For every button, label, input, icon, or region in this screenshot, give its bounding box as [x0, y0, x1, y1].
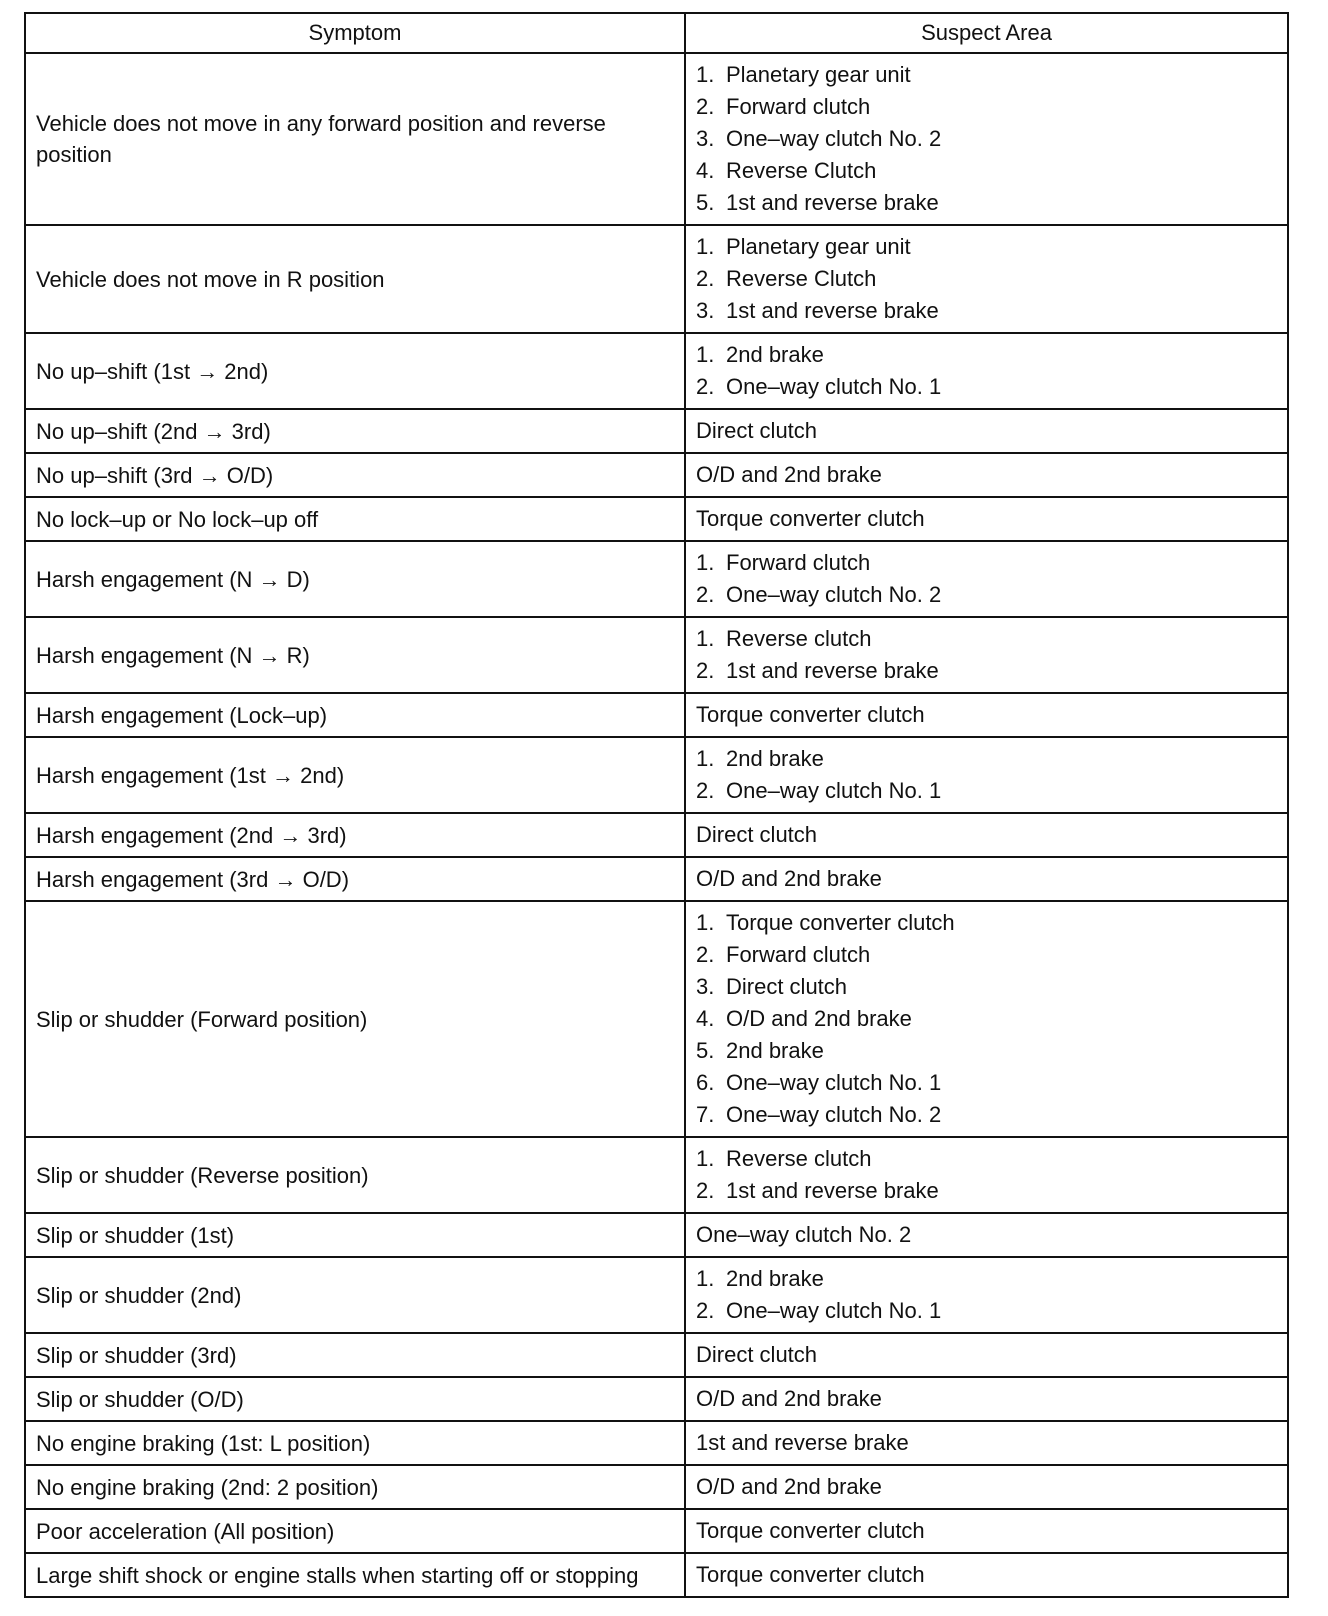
table-row: [25, 1421, 1288, 1465]
symptom-cell: [25, 225, 685, 333]
suspect-item-text: Torque converter clutch: [696, 506, 925, 531]
suspect-item-text: Planetary gear unit: [726, 234, 911, 259]
suspect-item-text: One–way clutch No. 2: [726, 1102, 942, 1127]
symptom-text: Vehicle does not move in R position: [36, 266, 385, 292]
suspect-area-header: Suspect Area: [685, 13, 1288, 53]
table-row: [25, 541, 1288, 617]
symptom-text: No engine braking (1st: L position): [36, 1430, 371, 1456]
suspect-item-text: Forward clutch: [726, 550, 871, 575]
symptom-cell: [25, 737, 685, 813]
table-row: [25, 1257, 1288, 1333]
suspect-item-text: Torque converter clutch: [696, 1518, 925, 1543]
suspect-area-cell: [685, 1377, 1288, 1421]
suspect-area-cell: [685, 1421, 1288, 1465]
symptom-cell: [25, 53, 685, 225]
symptom-cell: [25, 453, 685, 497]
suspect-item-text: One–way clutch No. 2: [726, 126, 942, 151]
symptom-text: No engine braking (2nd: 2 position): [36, 1474, 379, 1500]
suspect-list: [696, 231, 1277, 327]
suspect-item-text: One–way clutch No. 1: [726, 1298, 942, 1323]
suspect-item-number: 2.: [696, 1178, 715, 1203]
suspect-list-item: [696, 1175, 1277, 1207]
suspect-area-cell: [685, 857, 1288, 901]
suspect-item-number: 7.: [696, 1102, 715, 1127]
suspect-list: [696, 907, 1277, 1131]
suspect-item-text: Forward clutch: [726, 942, 871, 967]
symptom-cell: [25, 497, 685, 541]
table-row: [25, 1377, 1288, 1421]
table-row: [25, 1137, 1288, 1213]
symptom-text: Slip or shudder (3rd): [36, 1342, 237, 1368]
table-row: [25, 53, 1288, 225]
suspect-item-text: One–way clutch No. 2: [696, 1222, 912, 1247]
symptom-cell: [25, 693, 685, 737]
suspect-list-item: [696, 623, 1277, 655]
suspect-item-number: 1.: [696, 626, 715, 651]
suspect-item-number: 2.: [696, 266, 715, 291]
suspect-area-cell: [685, 1465, 1288, 1509]
symptom-cell: [25, 1465, 685, 1509]
symptom-text: No up–shift (1st → 2nd): [36, 358, 269, 384]
suspect-area-cell: [685, 737, 1288, 813]
suspect-item-text: Direct clutch: [696, 418, 818, 443]
suspect-item-text: Direct clutch: [696, 822, 818, 847]
suspect-list-item: [696, 971, 1277, 1003]
suspect-item-number: 1.: [696, 62, 715, 87]
symptom-cell: [25, 1509, 685, 1553]
suspect-list: [696, 1143, 1277, 1207]
table-row: [25, 1509, 1288, 1553]
suspect-item-text: Torque converter clutch: [696, 702, 925, 727]
table-row: [25, 497, 1288, 541]
suspect-item-number: 3.: [696, 298, 715, 323]
suspect-item-text: One–way clutch No. 1: [726, 374, 942, 399]
suspect-item-number: 2.: [696, 658, 715, 683]
symptom-text: No up–shift (2nd → 3rd): [36, 418, 271, 444]
table-row: [25, 225, 1288, 333]
suspect-item-number: 4.: [696, 158, 715, 183]
suspect-item-text: 2nd brake: [726, 1266, 824, 1291]
suspect-list-item: [696, 187, 1277, 219]
suspect-item-text: Reverse Clutch: [726, 266, 877, 291]
suspect-area-cell: [685, 1333, 1288, 1377]
suspect-list-item: [696, 1067, 1277, 1099]
suspect-list-item: [696, 1143, 1277, 1175]
suspect-area-cell: [685, 813, 1288, 857]
suspect-item-text: 2nd brake: [726, 342, 824, 367]
suspect-list-item: [696, 1263, 1277, 1295]
suspect-item-text: Reverse clutch: [726, 626, 872, 651]
suspect-item-number: 1.: [696, 746, 715, 771]
table-row: [25, 333, 1288, 409]
symptom-text: Slip or shudder (1st): [36, 1222, 235, 1248]
suspect-item-text: One–way clutch No. 2: [726, 582, 942, 607]
suspect-item-text: 1st and reverse brake: [726, 298, 939, 323]
suspect-area-cell: [685, 1137, 1288, 1213]
symptom-cell: [25, 1213, 685, 1257]
suspect-list: [696, 743, 1277, 807]
suspect-area-cell: [685, 541, 1288, 617]
symptom-text: Harsh engagement (N → D): [36, 566, 310, 592]
symptom-text: No up–shift (3rd → O/D): [36, 462, 274, 488]
suspect-item-number: 6.: [696, 1070, 715, 1095]
suspect-list-item: [696, 1099, 1277, 1131]
suspect-list-item: [696, 1035, 1277, 1067]
symptom-cell: [25, 1421, 685, 1465]
suspect-list-item: [696, 231, 1277, 263]
suspect-list: [696, 1263, 1277, 1327]
suspect-list: [696, 339, 1277, 403]
symptom-cell: [25, 813, 685, 857]
suspect-list-item: [696, 295, 1277, 327]
suspect-area-cell: [685, 497, 1288, 541]
suspect-item-text: Reverse Clutch: [726, 158, 877, 183]
table-row: [25, 1465, 1288, 1509]
suspect-list-item: [696, 155, 1277, 187]
suspect-item-text: 1st and reverse brake: [696, 1430, 909, 1455]
suspect-item-text: 1st and reverse brake: [726, 190, 939, 215]
suspect-item-text: 2nd brake: [726, 746, 824, 771]
suspect-area-cell: [685, 53, 1288, 225]
table-row: [25, 901, 1288, 1137]
suspect-item-text: One–way clutch No. 1: [726, 1070, 942, 1095]
suspect-list-item: [696, 907, 1277, 939]
table-row: [25, 1333, 1288, 1377]
symptom-cell: [25, 1257, 685, 1333]
table-row: [25, 857, 1288, 901]
suspect-item-text: O/D and 2nd brake: [696, 1386, 882, 1411]
suspect-item-text: One–way clutch No. 1: [726, 778, 942, 803]
suspect-list-item: [696, 371, 1277, 403]
suspect-area-cell: [685, 333, 1288, 409]
table-row: [25, 737, 1288, 813]
suspect-area-cell: [685, 693, 1288, 737]
suspect-item-text: Torque converter clutch: [726, 910, 955, 935]
table-row: [25, 453, 1288, 497]
suspect-item-text: O/D and 2nd brake: [696, 462, 882, 487]
suspect-item-text: 1st and reverse brake: [726, 658, 939, 683]
symptom-text: Poor acceleration (All position): [36, 1518, 335, 1544]
suspect-area-cell: [685, 1509, 1288, 1553]
suspect-item-text: Forward clutch: [726, 94, 871, 119]
suspect-item-number: 2.: [696, 374, 715, 399]
table-row: [25, 1213, 1288, 1257]
suspect-item-number: 5.: [696, 190, 715, 215]
symptom-cell: [25, 1553, 685, 1597]
table-row: [25, 617, 1288, 693]
suspect-item-number: 5.: [696, 1038, 715, 1063]
suspect-list-item: [696, 547, 1277, 579]
suspect-item-number: 1.: [696, 550, 715, 575]
diagnosis-table: [24, 12, 1289, 1598]
suspect-item-number: 2.: [696, 778, 715, 803]
suspect-area-cell: [685, 617, 1288, 693]
suspect-list-item: [696, 939, 1277, 971]
symptom-header: Symptom: [25, 13, 685, 53]
symptom-cell: [25, 901, 685, 1137]
suspect-item-text: 2nd brake: [726, 1038, 824, 1063]
suspect-area-cell: [685, 1553, 1288, 1597]
suspect-list-item: [696, 1003, 1277, 1035]
suspect-item-text: Direct clutch: [726, 974, 848, 999]
suspect-list: [696, 547, 1277, 611]
symptom-text: Large shift shock or engine stalls when starting off or stopping: [36, 1562, 639, 1588]
suspect-list-item: [696, 263, 1277, 295]
suspect-item-text: Planetary gear unit: [726, 62, 911, 87]
symptom-text: Slip or shudder (O/D): [36, 1386, 244, 1412]
suspect-list-item: [696, 339, 1277, 371]
suspect-item-number: 3.: [696, 126, 715, 151]
suspect-list: [696, 623, 1277, 687]
suspect-list-item: [696, 655, 1277, 687]
suspect-item-text: Direct clutch: [696, 1342, 818, 1367]
symptom-cell: [25, 541, 685, 617]
suspect-item-number: 2.: [696, 1298, 715, 1323]
symptom-text: Slip or shudder (Forward position): [36, 1006, 368, 1032]
symptom-cell: [25, 409, 685, 453]
suspect-item-text: Torque converter clutch: [696, 1562, 925, 1587]
symptom-text: Harsh engagement (Lock–up): [36, 702, 328, 728]
symptom-text: Harsh engagement (N → R): [36, 642, 310, 668]
suspect-item-text: 1st and reverse brake: [726, 1178, 939, 1203]
symptom-cell: [25, 1333, 685, 1377]
symptom-text: Harsh engagement (3rd → O/D): [36, 866, 350, 892]
header-row: [25, 13, 1288, 53]
symptom-text: Vehicle does not move in any forward position and reverse position: [36, 111, 606, 167]
suspect-list-item: [696, 59, 1277, 91]
table-row: [25, 813, 1288, 857]
suspect-item-number: 2.: [696, 582, 715, 607]
symptom-cell: [25, 1137, 685, 1213]
symptom-text: No lock–up or No lock–up off: [36, 506, 319, 532]
table-row: [25, 1553, 1288, 1597]
symptom-cell: [25, 333, 685, 409]
suspect-list-item: [696, 91, 1277, 123]
suspect-item-number: 2.: [696, 942, 715, 967]
suspect-item-text: O/D and 2nd brake: [696, 866, 882, 891]
suspect-list-item: [696, 775, 1277, 807]
suspect-area-cell: [685, 453, 1288, 497]
table-row: [25, 693, 1288, 737]
suspect-item-text: Reverse clutch: [726, 1146, 872, 1171]
symptom-text: Harsh engagement (2nd → 3rd): [36, 822, 347, 848]
symptom-cell: [25, 857, 685, 901]
symptom-text: Slip or shudder (Reverse position): [36, 1162, 369, 1188]
symptom-text: Slip or shudder (2nd): [36, 1282, 242, 1308]
suspect-item-number: 1.: [696, 342, 715, 367]
suspect-area-cell: [685, 901, 1288, 1137]
suspect-item-text: O/D and 2nd brake: [696, 1474, 882, 1499]
suspect-list-item: [696, 743, 1277, 775]
suspect-item-text: O/D and 2nd brake: [726, 1006, 912, 1031]
symptom-text: Harsh engagement (1st → 2nd): [36, 762, 345, 788]
suspect-area-cell: [685, 1257, 1288, 1333]
suspect-item-number: 4.: [696, 1006, 715, 1031]
table-body: [25, 53, 1288, 1597]
table-row: [25, 409, 1288, 453]
suspect-area-cell: [685, 409, 1288, 453]
suspect-list-item: [696, 123, 1277, 155]
suspect-list-item: [696, 579, 1277, 611]
suspect-list: [696, 59, 1277, 219]
suspect-area-cell: [685, 225, 1288, 333]
suspect-item-number: 1.: [696, 1146, 715, 1171]
suspect-item-number: 1.: [696, 1266, 715, 1291]
symptom-cell: [25, 617, 685, 693]
suspect-list-item: [696, 1295, 1277, 1327]
suspect-item-number: 2.: [696, 94, 715, 119]
suspect-area-cell: [685, 1213, 1288, 1257]
symptom-cell: [25, 1377, 685, 1421]
suspect-item-number: 1.: [696, 234, 715, 259]
suspect-item-number: 1.: [696, 910, 715, 935]
suspect-item-number: 3.: [696, 974, 715, 999]
